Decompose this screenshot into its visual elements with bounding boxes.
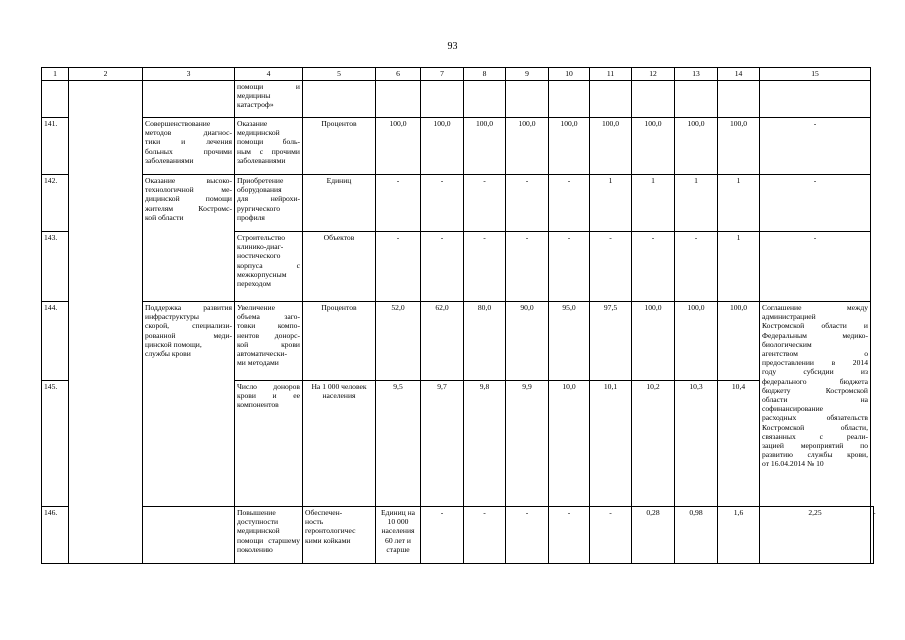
cell-value: -: [506, 507, 549, 564]
text-line: автоматически-: [237, 349, 287, 359]
cell-value: [590, 81, 632, 118]
cell-num: 146.: [42, 507, 69, 564]
text-line: Оказание: [237, 119, 268, 128]
cell-note: [760, 81, 871, 118]
text-line: цинской помощи,: [145, 339, 202, 349]
cell-num: 144.: [42, 302, 69, 381]
cell-value: -: [549, 175, 590, 232]
cell-value: 9,5: [376, 381, 421, 507]
text-line: геронтологичес: [305, 526, 356, 536]
cell-value: 100,0: [549, 118, 590, 175]
cell-value: 100,0: [506, 118, 549, 175]
cell-value: -: [464, 175, 506, 232]
cell-value: 10,0: [549, 381, 590, 507]
cell-value: 9,9: [506, 381, 549, 507]
cell-unit: Объектов: [303, 232, 376, 302]
table-row: [42, 118, 874, 175]
header-cell: 11: [590, 68, 632, 81]
header-cell: 15: [760, 68, 871, 81]
cell-value: -: [421, 175, 464, 232]
text-line: администрацией: [762, 312, 816, 322]
cell-indicator: [235, 302, 303, 381]
cell-value: 9,8: [464, 381, 506, 507]
header-cell: 12: [632, 68, 675, 81]
text-line: корпуса с: [237, 260, 300, 270]
text-line: биологическим: [762, 339, 812, 349]
text-line: предоставлении в 2014: [762, 358, 868, 368]
text-line: Федеральным медико-: [762, 330, 868, 340]
cell-num: [42, 81, 69, 118]
text-line: Обеспечен-: [305, 508, 343, 517]
text-line: объема заго-: [237, 312, 300, 322]
cell-value: 100,0: [464, 118, 506, 175]
header-cell: 8: [464, 68, 506, 81]
page-number: 93: [447, 41, 458, 52]
cell-note: -: [760, 232, 871, 302]
text-line: Строительство: [237, 233, 285, 242]
header-cell: 9: [506, 68, 549, 81]
cell-value: 0,28: [632, 507, 675, 564]
text-line: области на: [762, 395, 868, 405]
text-line: году субсидии из: [762, 367, 868, 377]
text-line: профиля: [237, 212, 265, 222]
text-line: Приобретение: [237, 176, 284, 185]
text-line: медицины: [237, 91, 271, 101]
cell-task: [143, 302, 235, 507]
cell-value: 100,0: [590, 118, 632, 175]
text-line: переходом: [237, 279, 271, 289]
cell-task: [235, 507, 303, 564]
cell-program: [143, 507, 235, 564]
text-line: Поддержка развития: [145, 303, 232, 312]
header-cell: 14: [718, 68, 760, 81]
text-line: помощи боль-: [237, 137, 300, 147]
text-line: дицинской помощи: [145, 194, 232, 204]
cell-value: 52,0: [376, 302, 421, 381]
cell-value: 100,0: [632, 118, 675, 175]
cell-value: 9,7: [421, 381, 464, 507]
cell-value: 95,0: [549, 302, 590, 381]
table-row: [42, 175, 874, 232]
text-line: кой крови: [237, 339, 300, 349]
table-row: [42, 507, 874, 564]
cell-value: -: [549, 232, 590, 302]
text-line: федерального бюджета: [762, 376, 868, 386]
text-line: заболеваниями: [145, 155, 194, 165]
text-line: связанных с реали-: [762, 431, 868, 441]
text-line: нентов донорс-: [237, 330, 300, 340]
text-line: кими койками: [305, 535, 351, 545]
header-row: [42, 68, 874, 81]
cell-value: [675, 81, 718, 118]
cell-note: -: [760, 175, 871, 232]
cell-value: -: [421, 232, 464, 302]
header-cell: 3: [143, 68, 235, 81]
text-line: рургического: [237, 203, 281, 213]
cell-value: 90,0: [506, 302, 549, 381]
cell-value: -: [376, 175, 421, 232]
text-line: медицинской: [237, 128, 280, 138]
cell-value: [376, 81, 421, 118]
cell-value: 80,0: [464, 302, 506, 381]
text-line: Увеличение: [237, 303, 275, 312]
text-line: межкорпусным: [237, 269, 287, 279]
cell-unit: Единиц на 10 000 населения 60 лет и старше: [376, 507, 421, 564]
text-line: методов диагнос-: [145, 128, 232, 138]
text-line: кой области: [145, 212, 184, 222]
cell-value: -: [590, 232, 632, 302]
text-line: Костромской области и: [762, 321, 868, 331]
cell-value: 100,0: [376, 118, 421, 175]
header-cell: 5: [303, 68, 376, 81]
cell-value: -: [549, 507, 590, 564]
cell-indicator: [235, 232, 303, 302]
cell-unit: [303, 81, 376, 118]
cell-value: 10,4: [718, 381, 760, 507]
cell-value: [549, 81, 590, 118]
cell-value: -: [376, 232, 421, 302]
cell-value: 1: [590, 175, 632, 232]
cell-value: 100,0: [718, 118, 760, 175]
text-line: технологичной ме-: [145, 185, 232, 195]
cell-num: 141.: [42, 118, 69, 175]
text-line: зацией мероприятий по: [762, 441, 868, 451]
cell-value: -: [632, 232, 675, 302]
cell-value: [464, 81, 506, 118]
header-cell: 6: [376, 68, 421, 81]
cell-unit: Единиц: [303, 175, 376, 232]
text-line: агентством о: [762, 349, 868, 359]
text-line: рованной меди-: [145, 330, 232, 340]
text-line: доступности: [237, 517, 279, 527]
cell-value: 1: [675, 175, 718, 232]
text-line: поколению: [237, 544, 273, 554]
cell-value: -: [464, 507, 506, 564]
text-line: Число доноров: [237, 382, 300, 391]
cell-value: 2,25: [760, 507, 871, 564]
cell-value: 0,98: [675, 507, 718, 564]
header-cell: 7: [421, 68, 464, 81]
indicators-table: [41, 67, 874, 564]
cell-value: 62,0: [421, 302, 464, 381]
text-line: Повышение: [237, 508, 276, 517]
text-line: ностического: [237, 251, 281, 261]
text-line: софинансирование: [762, 404, 824, 414]
text-line: ность: [305, 517, 324, 527]
text-line: инфраструктуры: [145, 312, 199, 322]
text-line: больных прочими: [145, 146, 232, 156]
cell-indicator: [235, 175, 303, 232]
cell-unit: На 1 000 человек населения: [303, 381, 376, 507]
cell-note: [760, 302, 871, 507]
text-line: заболеваниями: [237, 155, 286, 165]
cell-unit: Процентов: [303, 302, 376, 381]
cell-value: 100,0: [421, 118, 464, 175]
text-line: Костромской области,: [762, 422, 868, 432]
header-cell: 13: [675, 68, 718, 81]
text-line: помощи старшему: [237, 535, 300, 545]
cell-value: 10,1: [590, 381, 632, 507]
cell-indicator: [235, 381, 303, 507]
text-line: от 16.04.2014 № 10: [762, 459, 824, 469]
cell-value: 1: [718, 232, 760, 302]
cell-indicator: [303, 507, 376, 564]
text-line: помощи и: [237, 82, 300, 91]
header-cell: 1: [42, 68, 69, 81]
cell-task: [143, 175, 235, 302]
cell-num: 142.: [42, 175, 69, 232]
cell-value: 10,2: [632, 381, 675, 507]
cell-value: -: [590, 507, 632, 564]
cell-value: -: [506, 232, 549, 302]
cell-value: [718, 81, 760, 118]
table-row: [42, 302, 874, 381]
cell-value: 100,0: [675, 118, 718, 175]
cell-value: [632, 81, 675, 118]
text-line: оборудования: [237, 185, 282, 195]
cell-program: [69, 81, 143, 564]
text-line: тики и лечения: [145, 137, 232, 147]
cell-value: -: [421, 507, 464, 564]
text-line: расходных обязательств: [762, 413, 868, 423]
cell-value: -: [464, 232, 506, 302]
text-line: Оказание высоко-: [145, 176, 232, 185]
cell-note: -: [871, 507, 874, 564]
header-cell: 2: [69, 68, 143, 81]
text-line: жителям Костромс-: [145, 203, 232, 213]
text-line: ми методами: [237, 358, 279, 368]
text-line: клинико-диаг-: [237, 242, 284, 252]
cell-unit: Процентов: [303, 118, 376, 175]
text-line: товки компо-: [237, 321, 300, 331]
text-line: компонентов: [237, 400, 279, 410]
table-row: [42, 81, 874, 118]
text-line: скорой, специализи-: [145, 321, 232, 331]
header-cell: 10: [549, 68, 590, 81]
cell-value: [421, 81, 464, 118]
text-line: Совершенствование: [145, 119, 211, 128]
cell-value: 100,0: [718, 302, 760, 381]
cell-value: -: [675, 232, 718, 302]
cell-indicator: [235, 81, 303, 118]
cell-note: -: [760, 118, 871, 175]
text-line: катастроф»: [237, 100, 274, 110]
cell-value: 1: [718, 175, 760, 232]
cell-value: 100,0: [632, 302, 675, 381]
text-line: ным с прочими: [237, 146, 300, 156]
text-line: службы крови: [145, 349, 191, 359]
cell-value: 97,5: [590, 302, 632, 381]
text-line: крови и ее: [237, 391, 300, 401]
cell-value: 1: [632, 175, 675, 232]
text-line: развитию службы крови,: [762, 450, 868, 460]
cell-value: 1,6: [718, 507, 760, 564]
cell-value: 10,3: [675, 381, 718, 507]
text-line: для нейрохи-: [237, 194, 300, 204]
cell-task: [143, 118, 235, 175]
cell-value: 100,0: [675, 302, 718, 381]
text-line: медицинской: [237, 526, 280, 536]
cell-indicator: [235, 118, 303, 175]
cell-value: [506, 81, 549, 118]
text-line: Соглашение между: [762, 303, 868, 312]
header-cell: 4: [235, 68, 303, 81]
text-line: бюджету Костромской: [762, 385, 868, 395]
cell-task: [143, 81, 235, 118]
cell-value: -: [506, 175, 549, 232]
cell-num: 143.: [42, 232, 69, 302]
cell-num: 145.: [42, 381, 69, 507]
